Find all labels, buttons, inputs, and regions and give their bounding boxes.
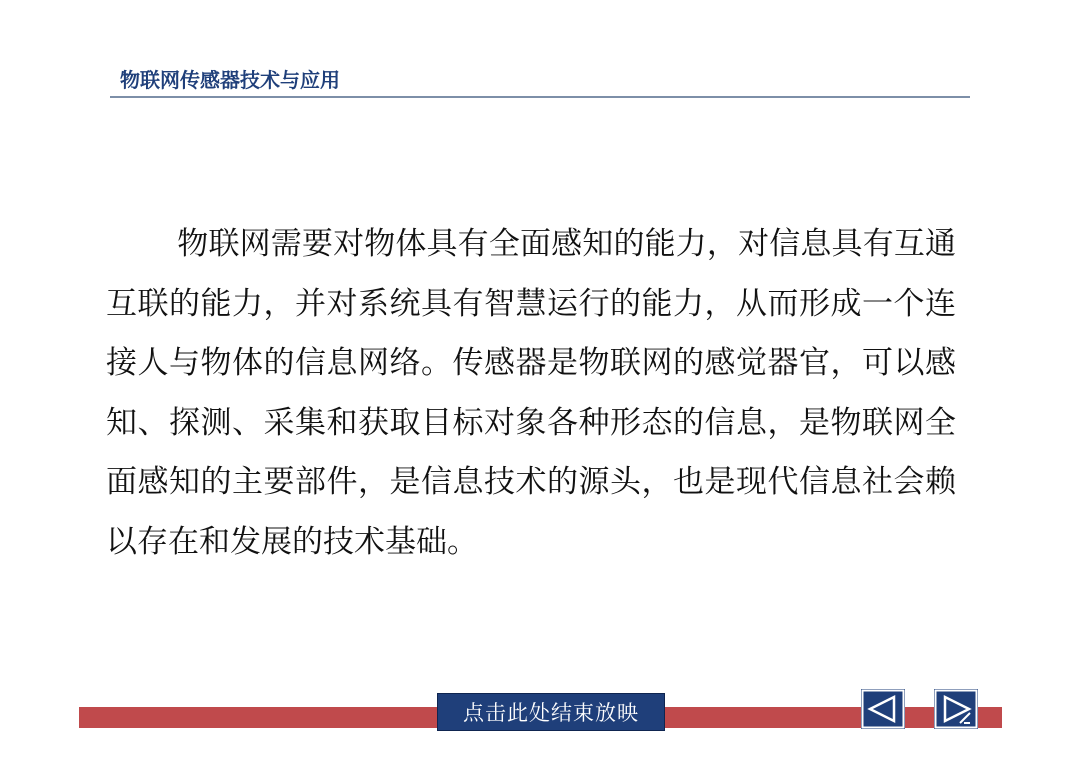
end-show-button[interactable]: 点击此处结束放映 [437, 693, 665, 731]
left-triangle-icon [861, 689, 905, 729]
cursor-mark-icon [958, 711, 972, 725]
previous-slide-button[interactable] [861, 689, 905, 729]
header-divider [110, 96, 970, 98]
slide-header-title: 物联网传感器技术与应用 [120, 68, 340, 92]
slide-body-text: 物联网需要对物体具有全面感知的能力，对信息具有互通互联的能力，并对系统具有智慧运行的能力，从而形成一个连接人与物体的信息网络。传感器是物联网的感觉器官，可以感知、探测、采集和获取目标对象各种形态的信息，是物联网全面感知的主要部件，是信息技术的源头，也是现代信息社会赖以存在和发展的技术基础。 [106, 226, 956, 560]
